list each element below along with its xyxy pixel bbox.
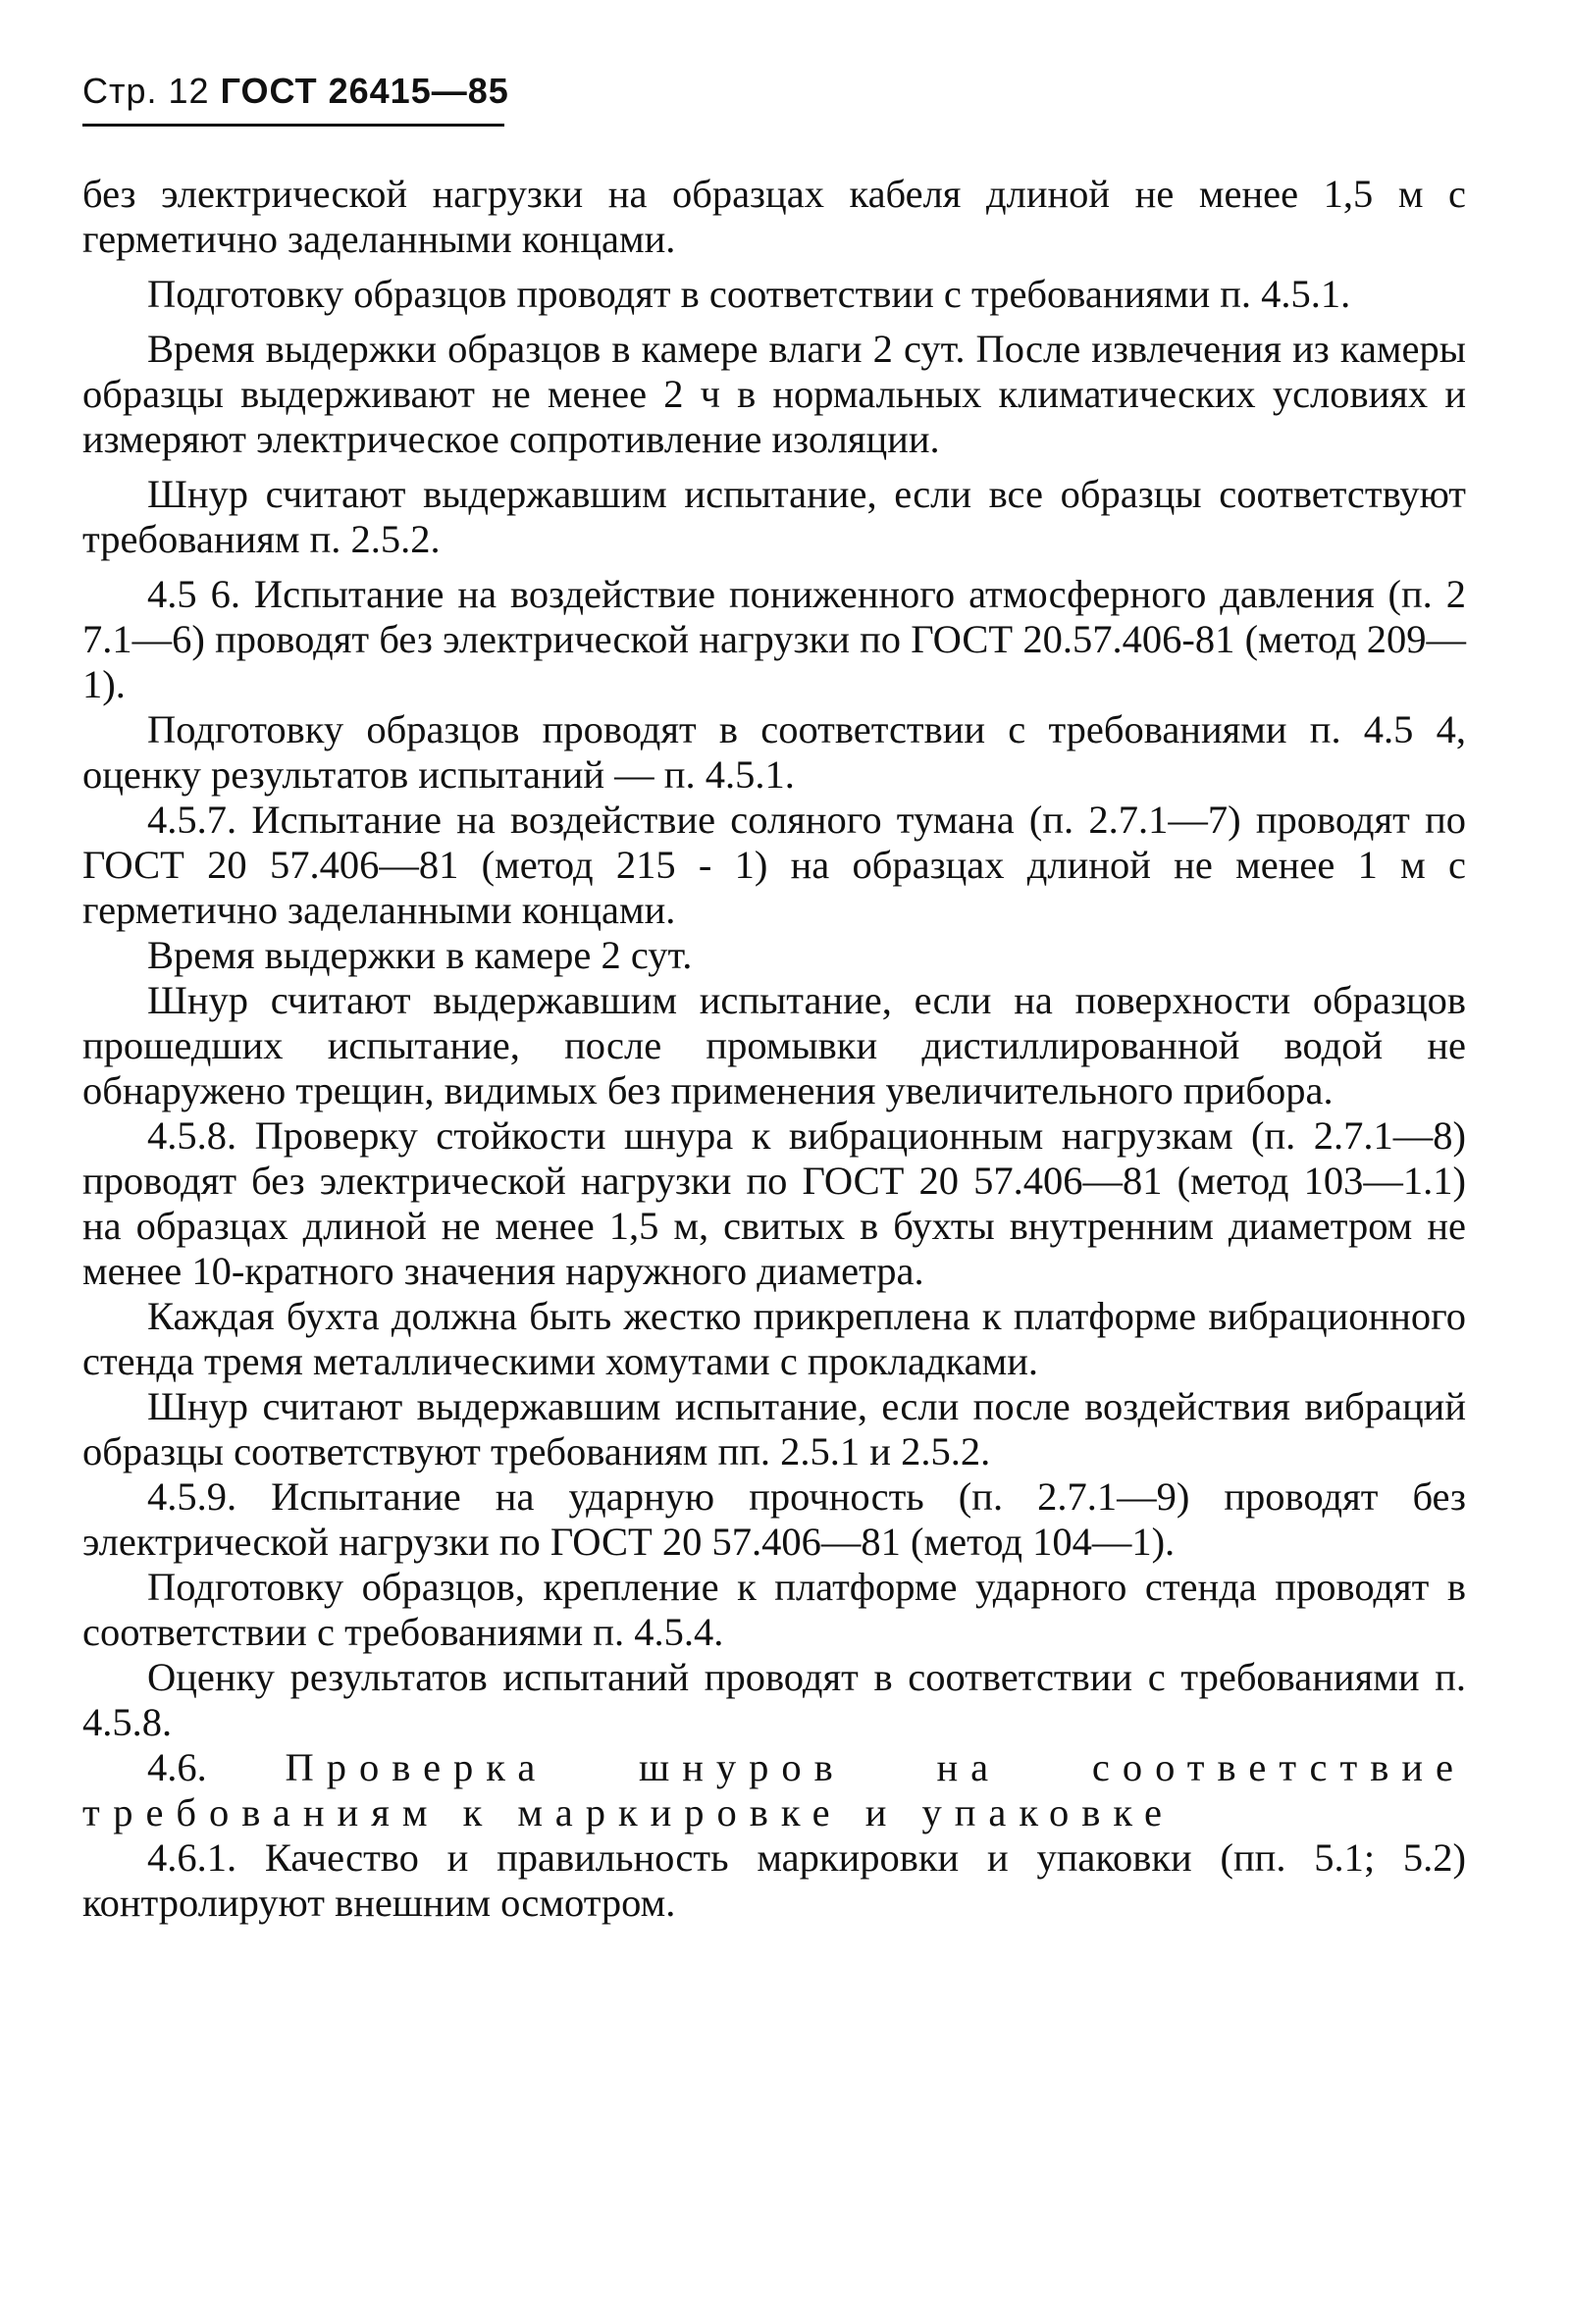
paragraph-coil-mounting: Каждая бухта должна быть жестко прикреплена к платформе вибрационного стенда тремя металлическими хомутами с прокладками. (82, 1294, 1466, 1383)
standard-designation: ГОСТ 26415—85 (220, 71, 509, 111)
section-number: 4.6. (147, 1745, 207, 1789)
paragraph-preparation-4-5-6: Подготовку образцов проводят в соответствии с требованиями п. 4.5 4, оценку результатов испытаний — п. 4.5.1. (82, 707, 1466, 797)
paragraph-vibration-pass-criteria: Шнур считают выдержавшим испытание, если после воздействия вибраций образцы соответствуют требованиям пп. 2.5.1 и 2.5.2. (82, 1384, 1466, 1473)
paragraph-holding-time: Время выдержки образцов в камере влаги 2 сут. После извлечения из камеры образцы выдерживают не менее 2 ч в нормальных климатических условиях и измеряют электрическое сопротивление изоляции. (82, 327, 1466, 461)
paragraph-impact-preparation: Подготовку образцов, крепление к платформе ударного стенда проводят в соответствии с требованиями п. 4.5.4. (82, 1565, 1466, 1654)
paragraph-salt-pass-criteria: Шнур считают выдержавшим испытание, если на поверхности образцов прошедших испытание, после промывки дистиллированной водой не обнаружено трещин, видимых без применения увеличительного прибора. (82, 978, 1466, 1112)
clause-4-5-7: 4.5.7. Испытание на воздействие соляного тумана (п. 2.7.1—7) проводят по ГОСТ 20 57.406—81 (метод 215 - 1) на образцах длиной не менее 1 м с герметично заделанными концами. (82, 798, 1466, 932)
paragraph-preparation: Подготовку образцов проводят в соответствии с требованиями п. 4.5.1. (147, 272, 1351, 316)
paragraph-chamber-time: Время выдержки в камере 2 сут. (147, 933, 693, 977)
clause-4-5-6: 4.5 6. Испытание на воздействие пониженного атмосферного давления (п. 2 7.1—6) проводят без электрической нагрузки по ГОСТ 20.57.406-81 (метод 209—1). (82, 572, 1466, 706)
header-rule (82, 124, 504, 127)
paragraph-impact-evaluation: Оценку результатов испытаний проводят в соответствии с требованиями п. 4.5.8. (82, 1655, 1466, 1744)
paragraph-continuation: без электрической нагрузки на образцах кабеля длиной не менее 1,5 м с герметично заделанными концами. (82, 172, 1466, 261)
section-heading-4-6 (82, 1745, 1466, 1835)
clause-4-5-8: 4.5.8. Проверку стойкости шнура к вибрационным нагрузкам (п. 2.7.1—8) проводят без электрической нагрузки по ГОСТ 20 57.406—81 (метод 103—1.1) на образцах длиной не менее 1,5 м, свитых в бухты внутренним диаметром не менее 10-кратного значения наружного диаметра. (82, 1113, 1466, 1293)
paragraph-pass-criteria: Шнур считают выдержавшим испытание, если все образцы соответствуют требованиям п. 2.5.2. (82, 472, 1466, 561)
page-number: Стр. 12 (82, 71, 210, 111)
page-header (82, 71, 509, 112)
document-body (82, 172, 1466, 1936)
section-title: Проверка шнуров на соответствие требованиям к маркировке и упаковке (82, 1745, 1466, 1834)
clause-4-6-1: 4.6.1. Качество и правильность маркировки и упаковки (пп. 5.1; 5.2) контролируют внешним осмотром. (82, 1835, 1466, 1925)
clause-4-5-9: 4.5.9. Испытание на ударную прочность (п. 2.7.1—9) проводят без электрической нагрузки по ГОСТ 20 57.406—81 (метод 104—1). (82, 1474, 1466, 1564)
